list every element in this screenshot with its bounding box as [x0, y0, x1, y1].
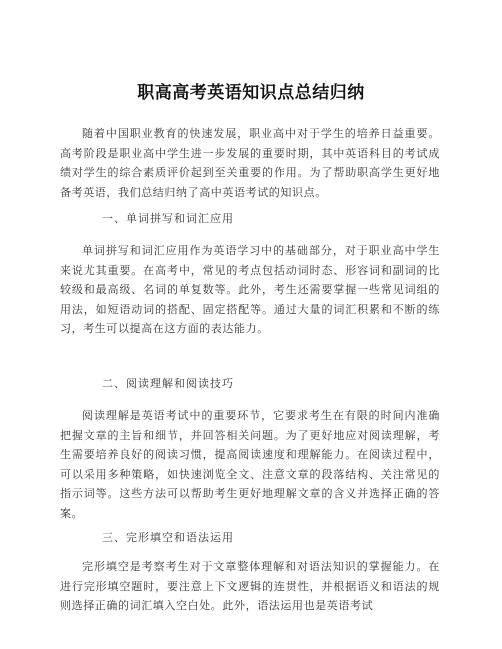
- section-heading-reading: 二、阅读理解和阅读技巧: [102, 377, 234, 390]
- section-body-cloze: 完形填空是考察考生对于文章整体理解和对语法知识的掌握能力。在进行完形填空题时，要注意上下文逻辑的连贯性，并根据语义和语法的规则选择正确的词汇填入空白处。此外，语法运用也是英语考试: [60, 560, 440, 612]
- document-title: 职高高考英语知识点总结归纳: [137, 83, 365, 103]
- section-heading-vocabulary: 一、单词拼写和词汇应用: [102, 212, 234, 225]
- section-heading-cloze: 三、完形填空和语法运用: [102, 531, 234, 544]
- section-body-vocabulary: 单词拼写和词汇应用作为英语学习中的基础部分，对于职业高中学生来说尤其重要。在高考中，常见的考点包括动词时态、形容词和副词的比较级和最高级、名词的单复数等。此外，考生还需要掌握一些常见词组的用法，如短语动词的搭配、固定搭配等。通过大量的词汇积累和不断的练习，考生可以提高在这方面的表达能力。: [60, 244, 440, 335]
- intro-paragraph: 随着中国职业教育的快速发展，职业高中对于学生的培养日益重要。高考阶段是职业高中学生进一步发展的重要时期，其中英语科目的考试成绩对学生的综合素质评价起到至关重要的作用。为了帮助职高学生更好地备考英语，我们总结归纳了高中英语考试的知识点。: [60, 127, 440, 199]
- section-body-reading: 阅读理解是英语考试中的重要环节，它要求考生在有限的时间内准确把握文章的主旨和细节，并回答相关问题。为了更好地应对阅读理解，考生需要培养良好的阅读习惯，提高阅读速度和理解能力。在阅读过程中，可以采用多种策略，如快速浏览全文、注意文章的段落结构、关注常见的指示词等。这些方法可以帮助考生更好地理解文章的含义并选择正确的答案。: [60, 409, 440, 520]
